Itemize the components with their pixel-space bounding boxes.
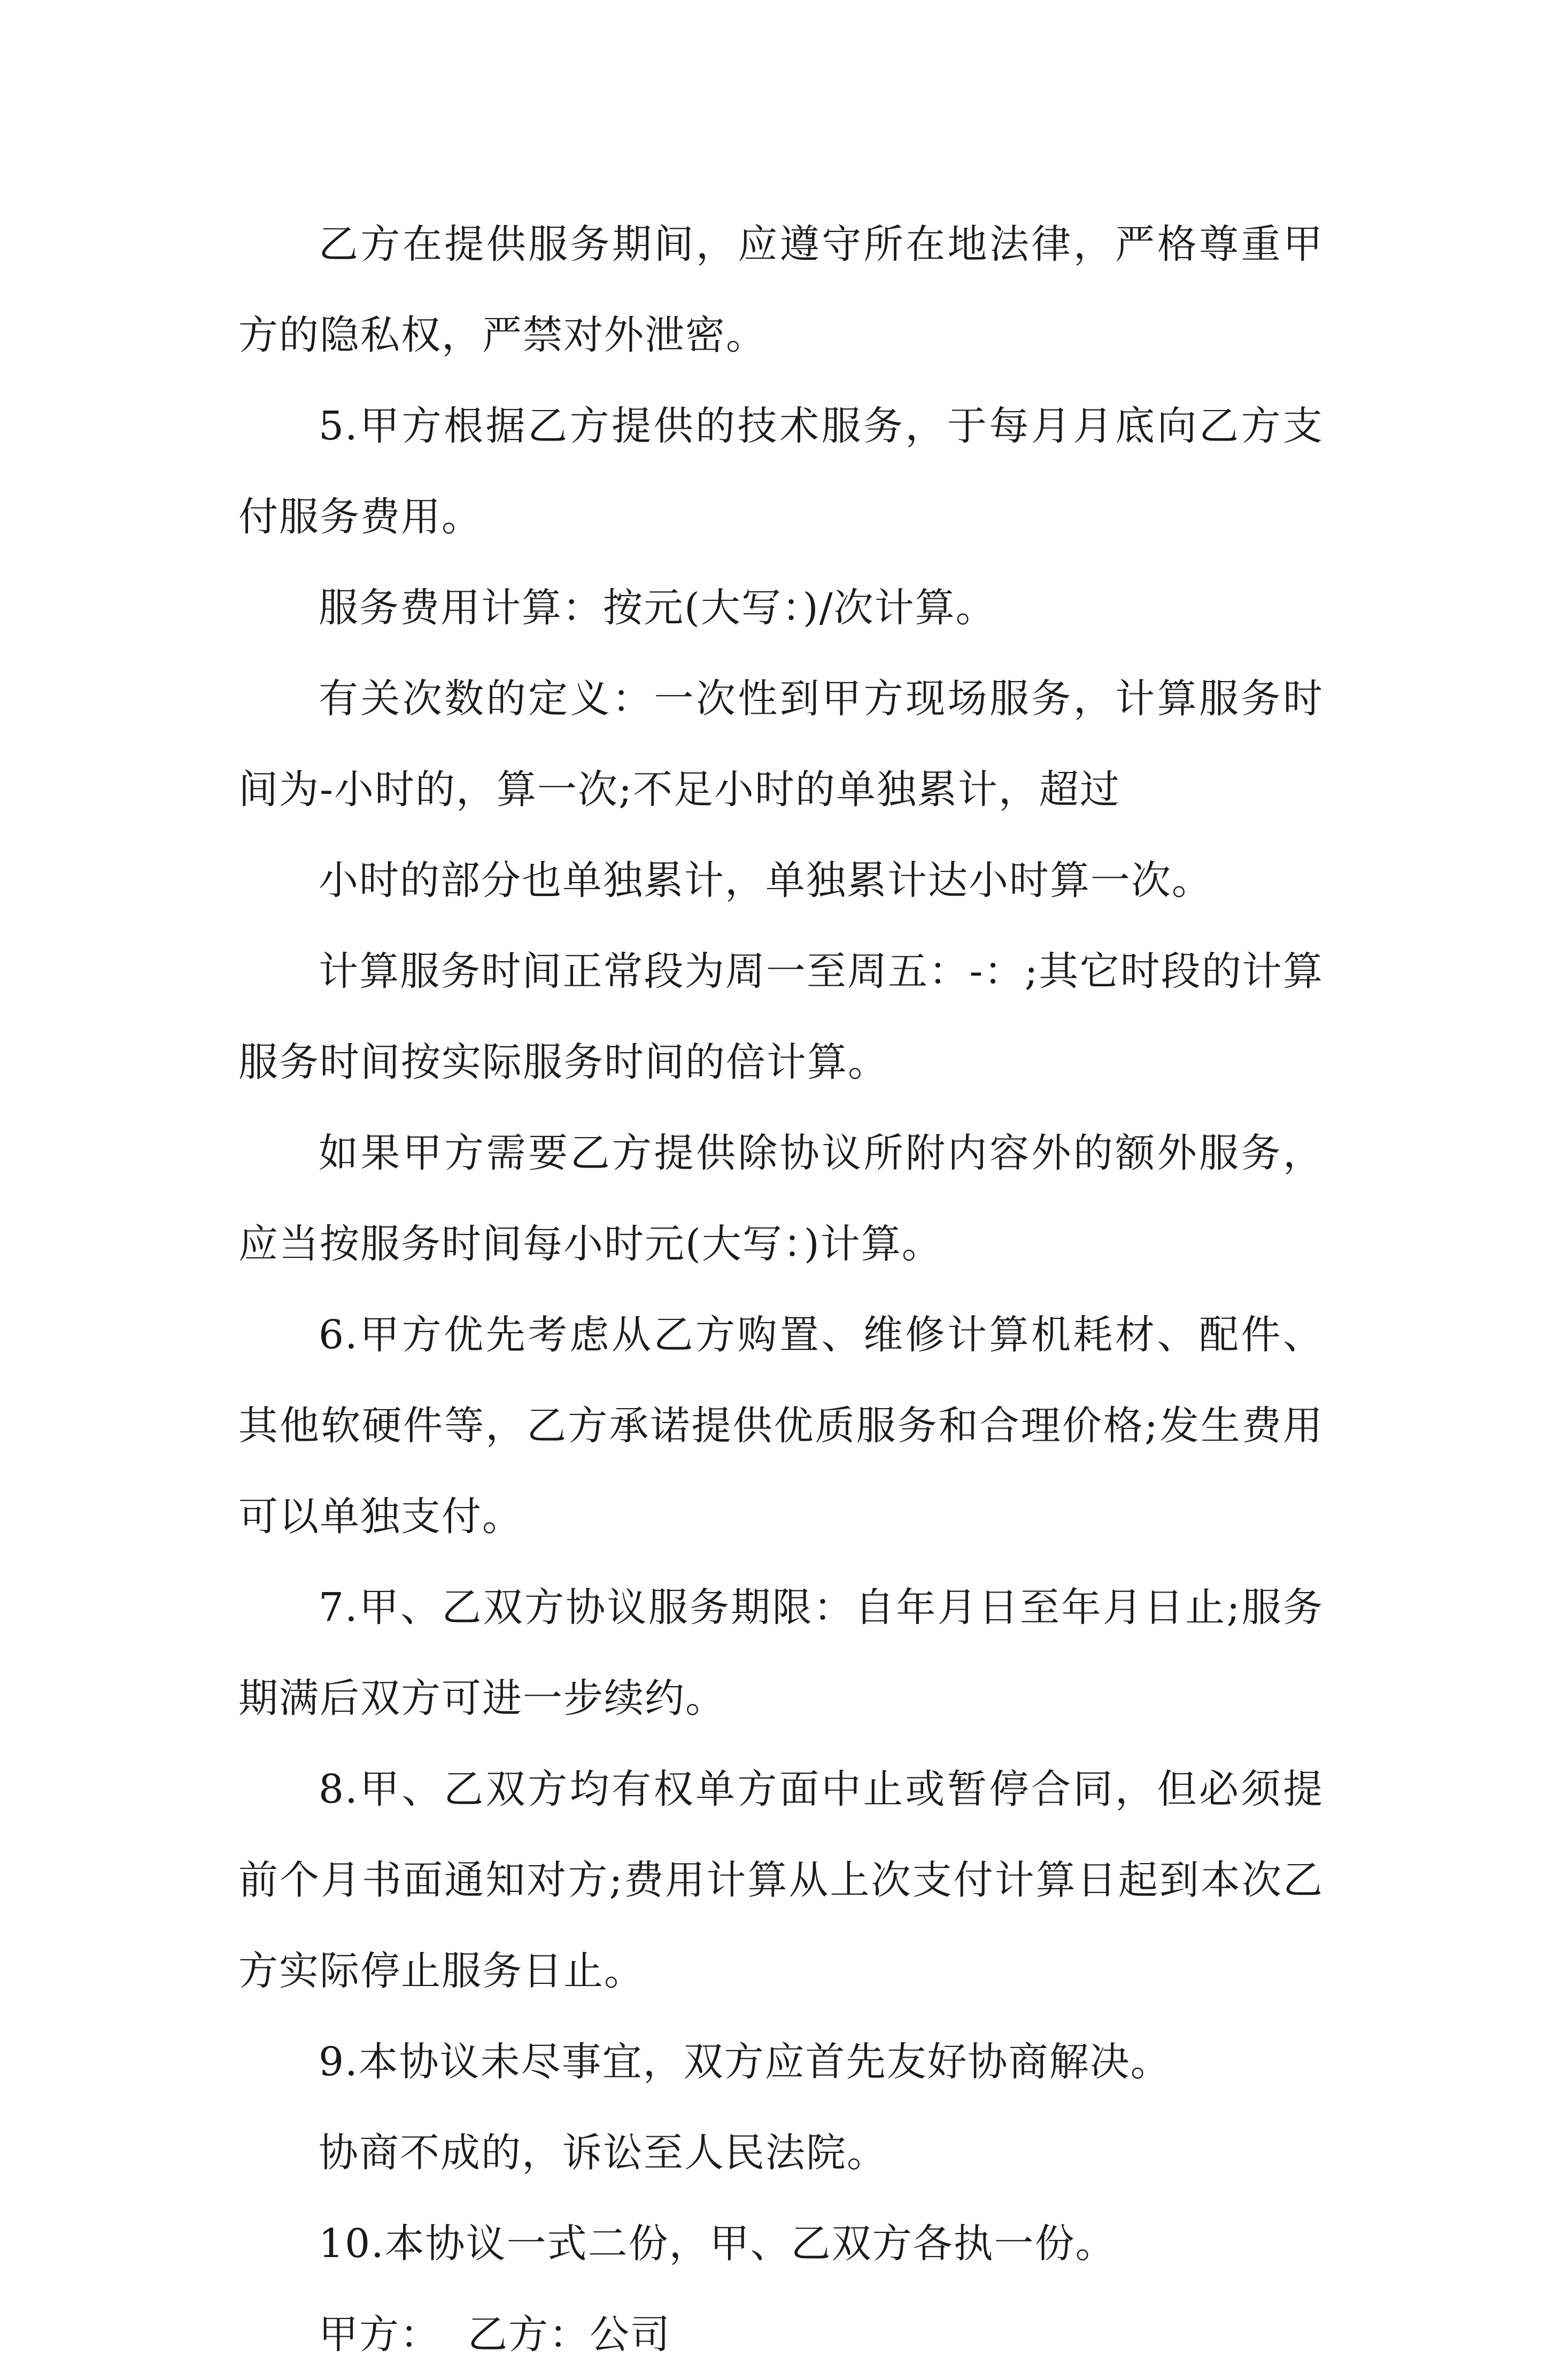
paragraph-clause-10: 10.本协议一式二份，甲、乙双方各执一份。	[319, 2221, 1116, 2267]
signature-line	[238, 2289, 1324, 2380]
paragraph-privacy: 乙方在提供服务期间，应遵守所在地法律，严格尊重甲方的隐私权，严禁对外泄密。	[238, 221, 1324, 358]
paragraph-clause-6: 6.甲方优先考虑从乙方购置、维修计算机耗材、配件、其他软硬件等，乙方承诺提供优质服务和合理价格;发生费用可以单独支付。	[238, 1312, 1324, 1540]
paragraph-count-accumulation: 小时的部分也单独累计，单独累计达小时算一次。	[319, 857, 1212, 903]
paragraph-clause-7: 7.甲、乙双方协议服务期限：自年月日至年月日止;服务期满后双方可进一步续约。	[238, 1585, 1324, 1721]
paragraph-fee-calculation: 服务费用计算：按元(大写：)/次计算。	[319, 585, 996, 631]
paragraph-clause-9: 9.本协议未尽事宜，双方应首先友好协商解决。	[319, 2039, 1171, 2085]
paragraph-clause-8: 8.甲、乙双方均有权单方面中止或暂停合同，但必须提前个月书面通知对方;费用计算从上次支付计算日起到本次乙方实际停止服务日止。	[238, 1766, 1324, 1994]
paragraph-litigation: 协商不成的，诉讼至人民法院。	[319, 2130, 887, 2176]
paragraph-extra-service: 如果甲方需要乙方提供除协议所附内容外的额外服务，应当按服务时间每小时元(大写：)计算。	[238, 1130, 1324, 1267]
paragraph-count-definition: 有关次数的定义：一次性到甲方现场服务，计算服务时间为-小时的，算一次;不足小时的单独累计，超过	[238, 676, 1324, 813]
party-a-label: 甲方：	[319, 2312, 440, 2358]
paragraph-service-hours: 计算服务时间正常段为周一至周五：-：;其它时段的计算服务时间按实际服务时间的倍计算。	[238, 948, 1324, 1085]
party-b-label: 乙方：公司	[468, 2312, 671, 2358]
document-body	[238, 199, 1324, 2380]
paragraph-clause-5: 5.甲方根据乙方提供的技术服务，于每月月底向乙方支付服务费用。	[238, 403, 1324, 540]
